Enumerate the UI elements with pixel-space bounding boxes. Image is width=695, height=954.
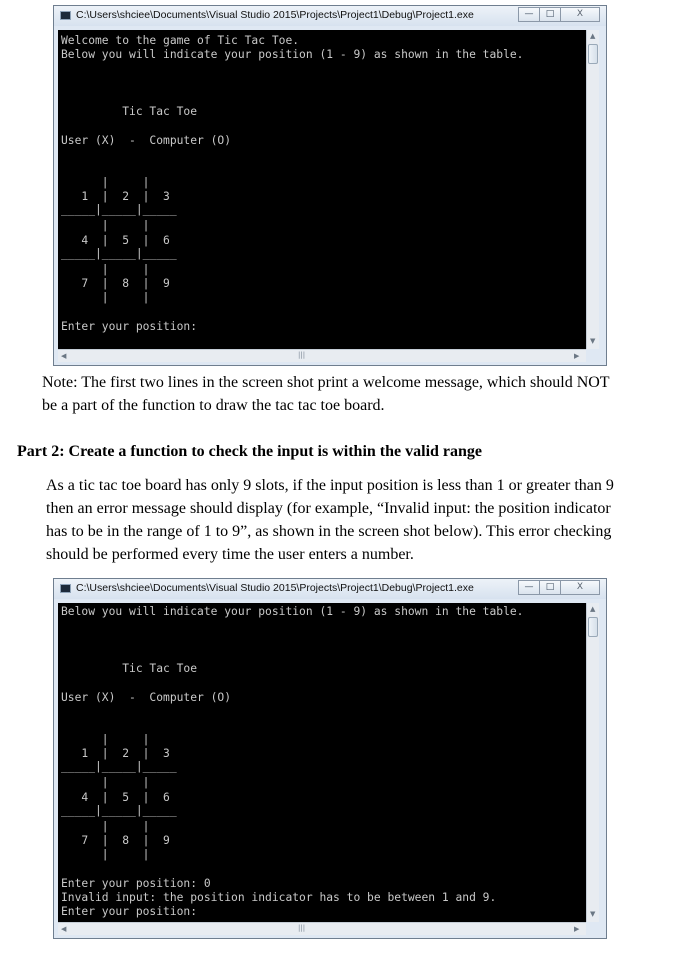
- title-bar[interactable]: [54, 579, 606, 599]
- part2-paragraph-line: As a tic tac toe board has only 9 slots, if the input position is less than 1 or greater than 9: [46, 477, 614, 494]
- scroll-thumb[interactable]: [588, 617, 598, 637]
- console-line: _____|_____|_____: [61, 804, 177, 817]
- window-title: C:\Users\shciee\Documents\Visual Studio 2015\Projects\Project1\Debug\Project1.exe: [76, 9, 474, 21]
- part2-heading: Part 2: Create a function to check the input is within the valid range: [17, 443, 483, 460]
- note-line-2: be a part of the function to draw the tac tac toe board.: [42, 397, 385, 414]
- vertical-scrollbar[interactable]: [586, 30, 599, 349]
- console-window-1: [53, 5, 607, 366]
- window-title: C:\Users\shciee\Documents\Visual Studio 2015\Projects\Project1\Debug\Project1.exe: [76, 582, 474, 594]
- title-bar[interactable]: [54, 6, 606, 26]
- console-line: | |: [61, 848, 150, 861]
- scroll-left-icon[interactable]: ◀: [61, 925, 67, 933]
- console-window-2: [53, 578, 607, 939]
- scroll-thumb[interactable]: [588, 44, 598, 64]
- console-line: | |: [61, 263, 150, 276]
- scroll-grip-icon[interactable]: |||: [298, 924, 306, 932]
- console-line: User (X) - Computer (O): [61, 691, 232, 704]
- note-line-1: Note: The first two lines in the screen shot print a welcome message, which should NOT: [42, 374, 610, 391]
- console-line: Welcome to the game of Tic Tac Toe.: [61, 34, 300, 47]
- console-line: Enter your position: 0: [61, 877, 211, 890]
- console-line: | |: [61, 733, 150, 746]
- console-line: _____|_____|_____: [61, 247, 177, 260]
- console-line: | |: [61, 776, 150, 789]
- console-line: 7 | 8 | 9: [61, 277, 170, 290]
- minimize-button[interactable]: —: [518, 580, 540, 595]
- console-app-icon: [60, 584, 71, 593]
- horizontal-scrollbar[interactable]: [58, 922, 586, 935]
- close-button[interactable]: X: [560, 7, 600, 22]
- console-app-icon: [60, 11, 71, 20]
- console-line: _____|_____|_____: [61, 203, 177, 216]
- scroll-up-icon[interactable]: ▲: [590, 605, 596, 613]
- scroll-left-icon[interactable]: ◀: [61, 352, 67, 360]
- scroll-right-icon[interactable]: ▶: [574, 925, 580, 933]
- scroll-right-icon[interactable]: ▶: [574, 352, 580, 360]
- part2-paragraph-line: should be performed every time the user enters a number.: [46, 546, 414, 563]
- console-line: User (X) - Computer (O): [61, 134, 232, 147]
- console-line: 4 | 5 | 6: [61, 791, 170, 804]
- console-line: 7 | 8 | 9: [61, 834, 170, 847]
- console-line: Enter your position:: [61, 320, 198, 333]
- console-output: [58, 30, 586, 349]
- minimize-button[interactable]: —: [518, 7, 540, 22]
- console-line: 1 | 2 | 3: [61, 190, 170, 203]
- console-line: | |: [61, 176, 150, 189]
- console-line: | |: [61, 291, 150, 304]
- maximize-button[interactable]: □: [539, 580, 561, 595]
- console-line: | |: [61, 219, 150, 232]
- part2-paragraph-line: then an error message should display (for example, “Invalid input: the position indicator: [46, 500, 611, 517]
- scroll-down-icon[interactable]: ▼: [590, 337, 596, 345]
- horizontal-scrollbar[interactable]: [58, 349, 586, 362]
- console-line: Below you will indicate your position (1 - 9) as shown in the table.: [61, 605, 524, 618]
- scroll-up-icon[interactable]: ▲: [590, 32, 596, 40]
- console-line: Below you will indicate your position (1 - 9) as shown in the table.: [61, 48, 524, 61]
- console-line: Tic Tac Toe: [61, 105, 198, 118]
- console-line: 1 | 2 | 3: [61, 747, 170, 760]
- vertical-scrollbar[interactable]: [586, 603, 599, 922]
- console-line: _____|_____|_____: [61, 760, 177, 773]
- scroll-down-icon[interactable]: ▼: [590, 910, 596, 918]
- console-line: 4 | 5 | 6: [61, 234, 170, 247]
- console-line: Tic Tac Toe: [61, 662, 198, 675]
- maximize-button[interactable]: □: [539, 7, 561, 22]
- scroll-grip-icon[interactable]: |||: [298, 351, 306, 359]
- console-line: Invalid input: the position indicator has to be between 1 and 9.: [61, 891, 497, 904]
- console-output: [58, 603, 586, 922]
- console-line: Enter your position:: [61, 905, 198, 918]
- console-line: | |: [61, 820, 150, 833]
- close-button[interactable]: X: [560, 580, 600, 595]
- part2-paragraph-line: has to be in the range of 1 to 9”, as shown in the screen shot below). This error checking: [46, 523, 612, 540]
